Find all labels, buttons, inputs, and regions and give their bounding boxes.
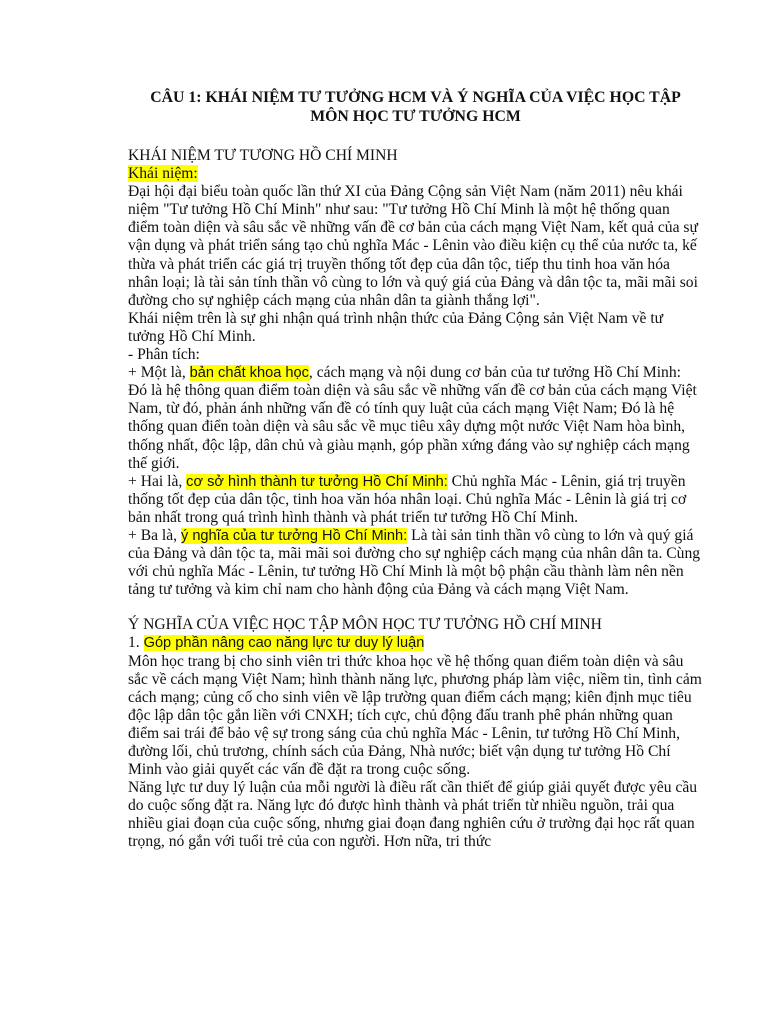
point-1-highlight: bản chất khoa học: [189, 365, 309, 382]
section-meaning-heading: Ý NGHĨA CỦA VIỆC HỌC TẬP MÔN HỌC TƯ TƯỞNG HỒ CHÍ MINH: [128, 616, 602, 634]
concept-label-line: [128, 165, 703, 183]
analysis-point-2: [128, 473, 703, 527]
point-2-highlight: cơ sở hình thành tư tưởng Hồ Chí Minh:: [186, 473, 448, 490]
item-1-number: 1.: [128, 634, 144, 652]
title-line-2: MÔN HỌC TƯ TƯỞNG HCM: [310, 108, 521, 125]
section-concept-heading: KHÁI NIỆM TƯ TƯƠNG HỒ CHÍ MINH: [128, 147, 398, 164]
meaning-paragraph-1: Môn học trang bị cho sinh viên tri thức khoa học về hệ thống quan điểm toàn diện và sâu sắc về cách mạng Việt Nam; hình thành năng lực, phương pháp làm việc, niềm tin, tình cảm cách mạng; củng cố cho sinh viên về lập trường quan điểm cách mạng; kiên định mục tiêu độc lập dân tộc gắn liền với CNXH; tích cực, chủ động đấu tranh phê phán những quan điểm sai trái để bảo vệ sự trong sáng của chủ nghĩa Mác - Lênin, tư tưởng Hồ Chí Minh, đường lối, chủ trương, chính sách của Đảng, Nhà nước; biết vận dụng tư tưởng Hồ Chí Minh vào giải quyết các vấn đề đặt ra trong cuộc sống.: [128, 652, 702, 779]
point-3-highlight: ý nghĩa của tư tưởng Hồ Chí Minh:: [180, 527, 408, 544]
meaning-paragraph-2: Năng lực tư duy lý luận của mỗi người là điều rất cần thiết để giúp giải quyết được yêu cầu do cuộc sống đặt ra. Năng lực đó được hình thành và phát triển từ nhiều nguồn, trải qua nhiều giai đoạn của cuộc sống, nhưng giai đoạn đang nghiên cứu ở trường đại học rất quan trọng, nó gắn với tuổi trẻ của con người. Hơn nữa, tri thức: [128, 779, 698, 851]
analysis-point-1: [128, 364, 703, 473]
concept-definition: Đại hội đại biểu toàn quốc lần thứ XI của Đảng Cộng sản Việt Nam (năm 2011) nêu khái niệm "Tư tưởng Hồ Chí Minh" như sau: "Tư tưởng Hồ Chí Minh là một hệ thống quan điểm toàn diện và sâu sắc về những vấn đề cơ bản của cách mạng Việt Nam, kết quả của sự vận dụng và phát triển sáng tạo chủ nghĩa Mác - Lênin vào điều kiện cụ thể của nước ta, kế thừa và phát triển các giá trị truyền thống tốt đẹp của dân tộc, tiếp thu tinh hoa văn hóa nhân loại; là tài sản tính thần vô cùng to lớn và quý giá của Đảng và dân tộc ta, mãi mãi soi đường cho sự nghiệp cách mạng của nhân dân ta giành thắng lợi".: [128, 183, 698, 309]
point-1-prefix: + Một là,: [128, 364, 190, 382]
concept-label: Khái niệm:: [128, 165, 198, 183]
section-concept: [128, 147, 703, 599]
item-1-highlight: Góp phần nâng cao năng lực tư duy lý luận: [143, 635, 425, 652]
title-line-1: CÂU 1: KHÁI NIỆM TƯ TƯỞNG HCM VÀ Ý NGHĨA CỦA VIỆC HỌC TẬP: [150, 89, 681, 106]
document-page: [128, 88, 703, 852]
point-3-prefix: + Ba là,: [128, 526, 181, 544]
document-title: [128, 88, 703, 126]
point-3-text: Là tài sản tinh thần vô cùng to lớn và quý giá của Đảng và dân tộc ta, mãi mãi soi đường cho sự nghiệp cách mạng của nhân dân ta. Cùng với chủ nghĩa Mác - Lênin, tư tưởng Hồ Chí Minh là một bộ phận cầu thành làm nên nền tảng tư tưởng và kim chỉ nam cho hành động của Đảng và cách mạng Việt Nam.: [128, 526, 701, 599]
meaning-item-1: [128, 634, 703, 652]
point-2-text: Chủ nghĩa Mác - Lênin, giá trị truyền thống tốt đẹp của dân tộc, tinh hoa văn hóa nhân loại. Chủ nghĩa Mác - Lênin là giá trị cơ bản nhất trong quá trình hình thành và phát triển tư tưởng Hồ Chí Minh.: [128, 472, 687, 526]
point-2-prefix: + Hai là,: [128, 472, 187, 490]
concept-comment: Khái niệm trên là sự ghi nhận quá trình nhận thức của Đảng Cộng sản Việt Nam về tư tưởng Hồ Chí Minh.: [128, 309, 664, 345]
point-1-text: , cách mạng và nội dung cơ bản của tư tưởng Hồ Chí Minh: Đó là hệ thông quan điểm toàn diện và sâu sắc về những vấn đề cơ bản của cách mạng Việt Nam, từ đó, phản ánh những vấn đề có tính quy luật của cách mạng Việt Nam; Đó là hệ thống quan điển toàn diện và sâu sắc về mục tiêu xây dựng một nước Việt Nam hòa bình, thống nhất, độc lập, dân chủ và giàu mạnh, góp phần xứng đáng vào sự nghiệp cách mạng thế giới.: [128, 364, 697, 472]
analysis-label: - Phân tích:: [128, 346, 200, 364]
analysis-point-3: [128, 527, 703, 599]
section-meaning: [128, 616, 703, 851]
